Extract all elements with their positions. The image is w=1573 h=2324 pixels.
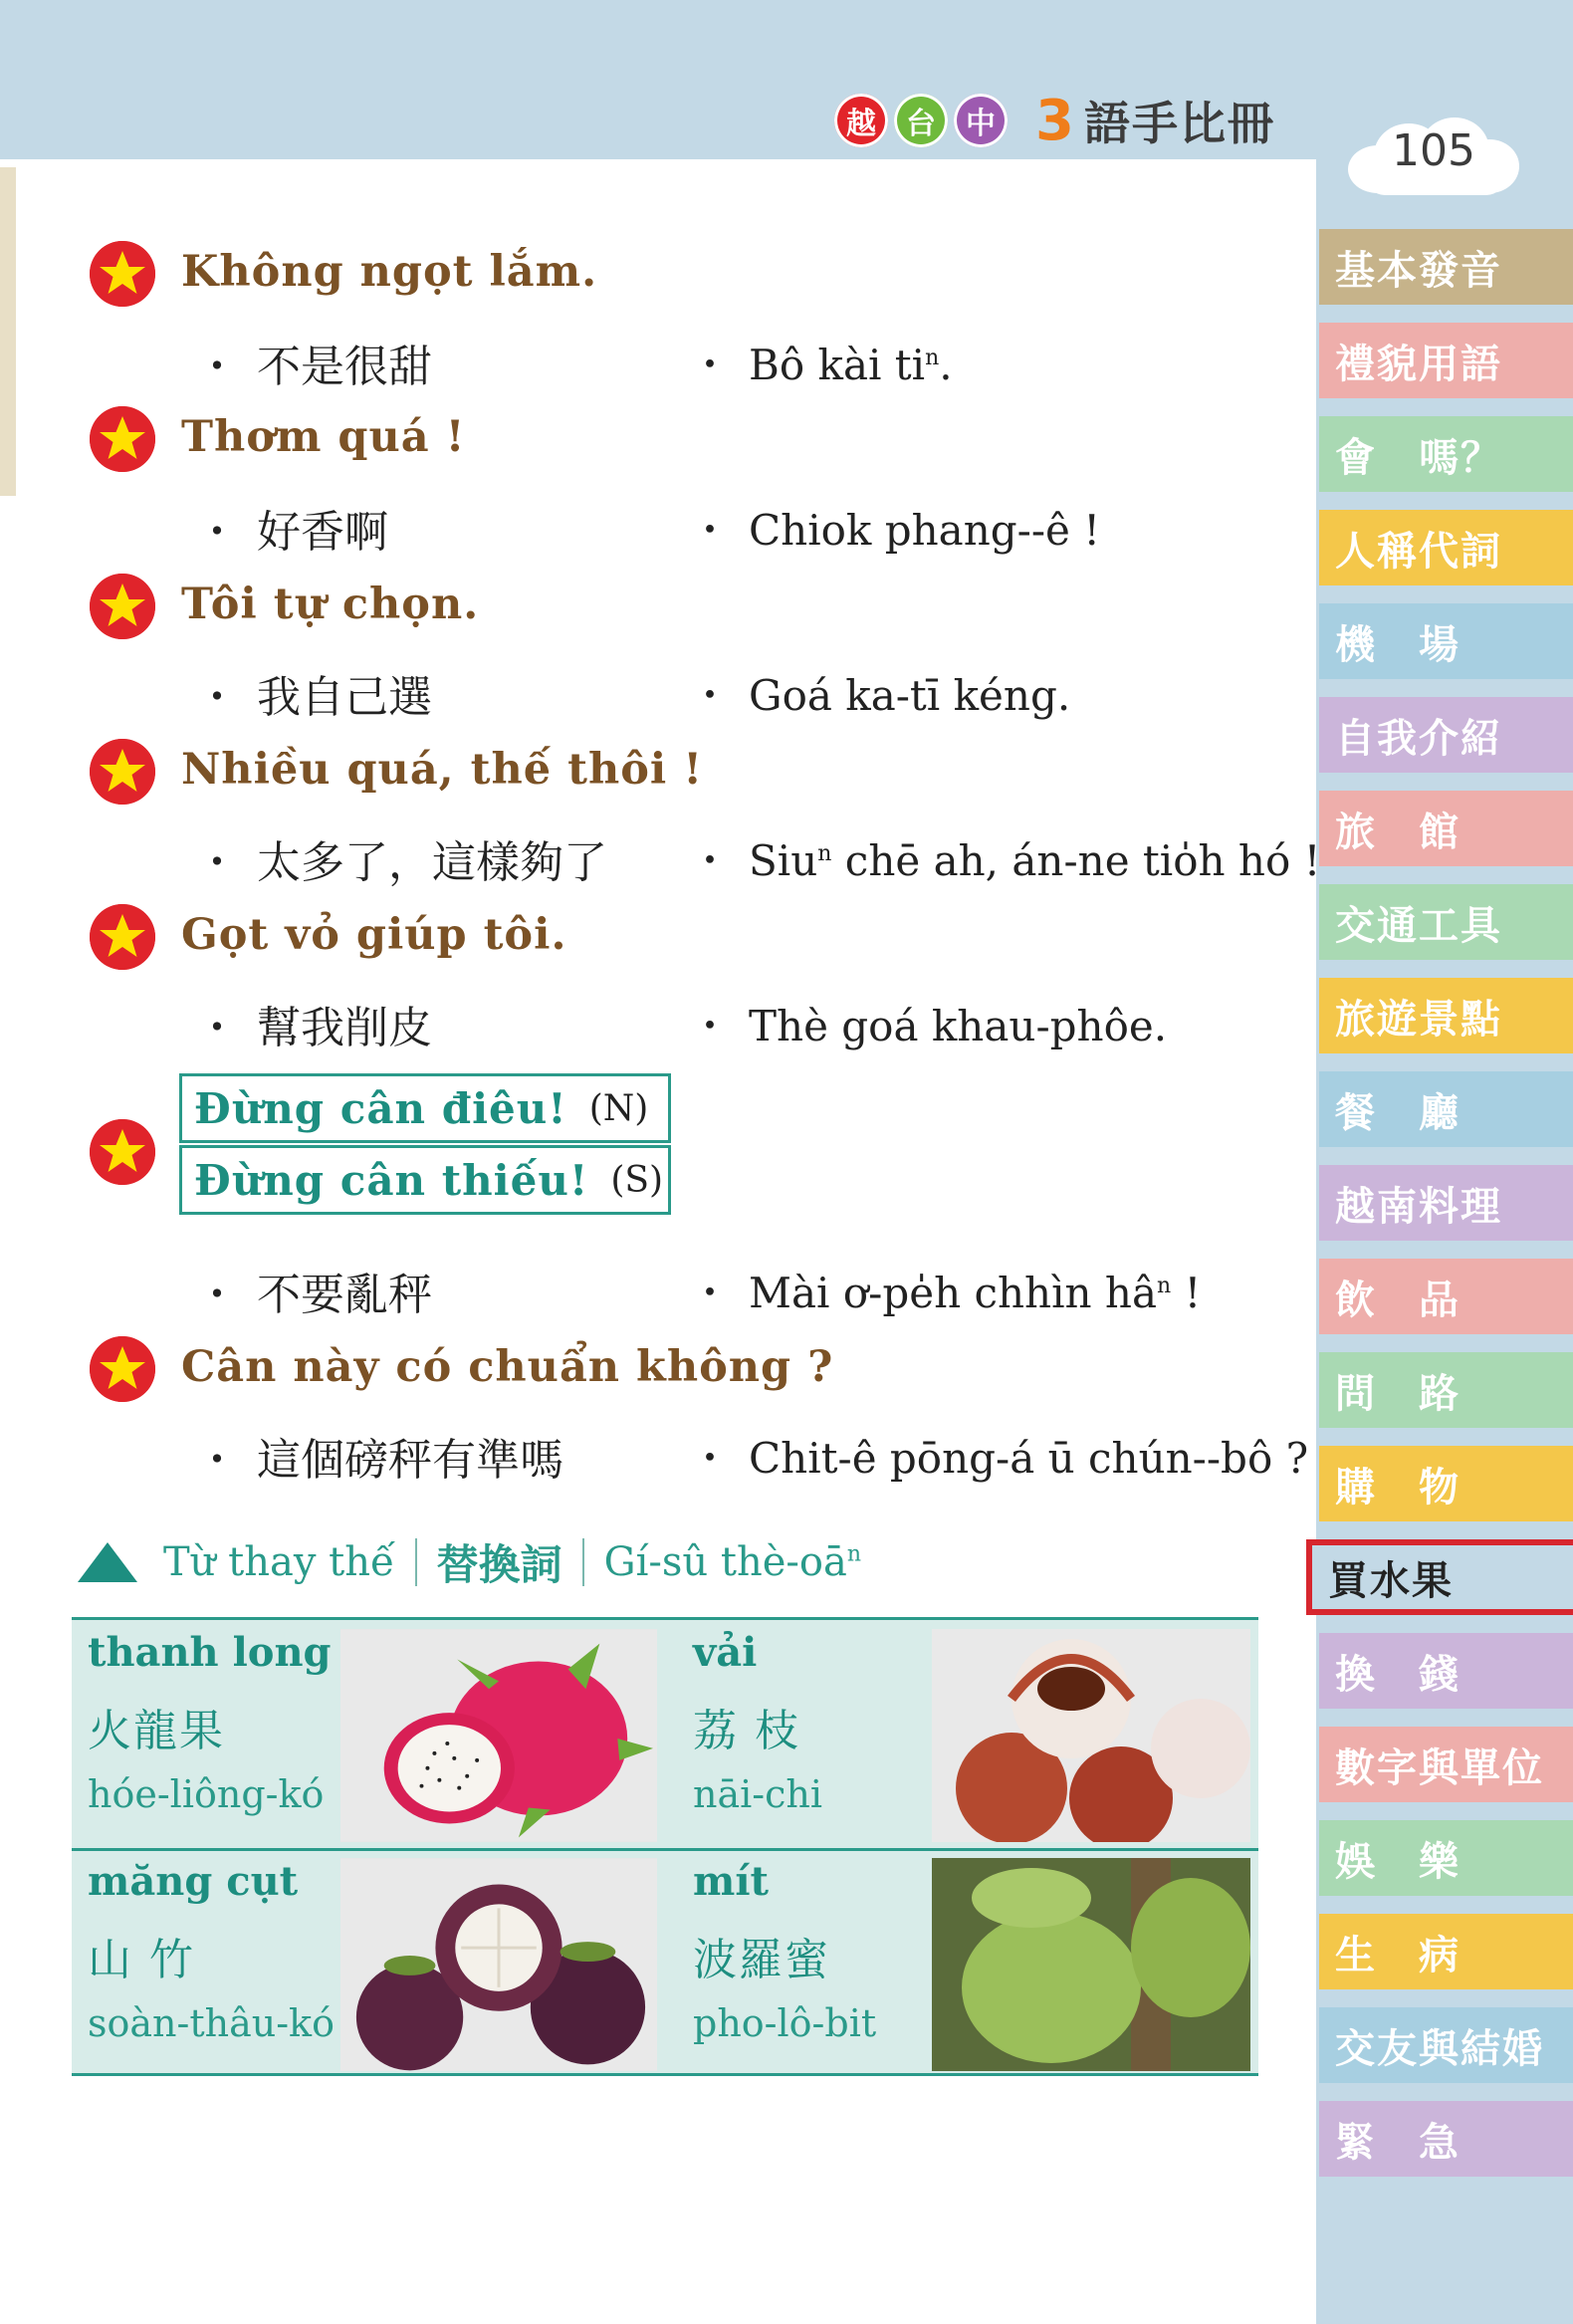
phrase-6-vi-box-1 xyxy=(179,1073,671,1143)
phrase-4-tw xyxy=(689,828,1320,888)
phrase-3-zh xyxy=(195,661,432,725)
tab-9[interactable]: 旅遊景點 xyxy=(1319,978,1573,1053)
phrase-3-tw xyxy=(689,663,1070,723)
vocab-3-tw: soàn-thâu-kó xyxy=(88,2001,335,2045)
substitution-tw: Gí-sû thè-$oā^n$ xyxy=(603,1539,862,1585)
vocab-2-tw: nāi-chi xyxy=(693,1772,823,1816)
phrase-tw-after: . xyxy=(939,341,953,389)
phrase-tw-text: Thè goá khau-phôe. xyxy=(749,1002,1168,1050)
phrase-6-tw xyxy=(689,1261,1201,1320)
bullet: ・ xyxy=(195,342,239,392)
bullet: ・ xyxy=(195,672,239,723)
jackfruit-image xyxy=(932,1858,1250,2071)
vocab-1-vi: thanh long xyxy=(88,1629,332,1676)
star-icon xyxy=(90,1119,155,1185)
phrase-tw-text: Chit-ê pōng-á ū chún--bô ? xyxy=(749,1434,1309,1483)
dragon-fruit-image xyxy=(340,1629,657,1842)
bullet: ・ xyxy=(195,837,239,888)
vocab-3-vi: măng cụt xyxy=(88,1858,299,1905)
tab-4[interactable]: 人稱代詞 xyxy=(1319,510,1573,585)
phrase-2-vi: Thơm quá ! xyxy=(181,412,466,462)
vocab-1-tw: hóe-liông-kó xyxy=(88,1772,325,1816)
bullet: ・ xyxy=(689,341,732,389)
phrase-tw-text: Goá ka-tī kéng. xyxy=(749,671,1071,720)
phrase-4-zh xyxy=(195,826,607,890)
vocab-1-zh: 火龍果 xyxy=(88,1706,225,1756)
brand-circle-vietnam: 越 xyxy=(834,94,888,147)
phrase-zh-text: 太多了，這樣夠了 xyxy=(257,837,607,888)
phrase-tw-text: Mài ơ-pe̍h chhìn hâ xyxy=(749,1269,1158,1317)
phrase-3-vi: Tôi tự chọn. xyxy=(181,580,480,629)
bullet: ・ xyxy=(689,1434,732,1483)
phrase-zh-text: 這個磅秤有準嗎 xyxy=(257,1435,563,1486)
bullet: ・ xyxy=(195,1270,239,1320)
tab-10[interactable]: 餐 廳 xyxy=(1319,1071,1573,1147)
tab-3[interactable]: 會 嗎？ xyxy=(1319,416,1573,492)
vocab-4-tw: pho-lô-bit xyxy=(693,2001,877,2045)
phrase-5-zh xyxy=(195,992,432,1055)
star-icon xyxy=(90,739,155,805)
phrase-7-tw xyxy=(689,1426,1308,1486)
star-icon xyxy=(90,406,155,472)
tab-7[interactable]: 旅 館 xyxy=(1319,791,1573,866)
vocab-2-vi: vải xyxy=(693,1629,758,1676)
tab-11[interactable]: 越南料理 xyxy=(1319,1165,1573,1241)
phrase-tw-sup: n xyxy=(925,346,940,370)
phrase-tw-sup: n xyxy=(817,841,832,866)
tab-20[interactable]: 交友與結婚 xyxy=(1319,2007,1573,2083)
vocab-2-zh: 荔 枝 xyxy=(693,1706,800,1756)
header-band xyxy=(0,0,1573,159)
star-icon xyxy=(90,904,155,970)
bullet: ・ xyxy=(689,506,732,555)
vocab-4-vi: mít xyxy=(693,1858,769,1905)
book-title-text: 語手比冊 xyxy=(1083,97,1275,150)
phrase-4-vi: Nhiều quá, thế thôi ! xyxy=(181,745,704,795)
table-rule-middle xyxy=(72,1848,1258,1851)
star-icon xyxy=(90,574,155,639)
brand-circle-chinese: 中 xyxy=(954,94,1008,147)
tab-18[interactable]: 娛 樂 xyxy=(1319,1820,1573,1896)
phrase-2-tw xyxy=(689,498,1100,558)
phrase-zh-text: 不要亂秤 xyxy=(257,1270,432,1320)
tab-16[interactable]: 換 錢 xyxy=(1319,1633,1573,1709)
phrase-vi: Đừng cân thiếu! xyxy=(194,1155,589,1205)
phrase-7-zh xyxy=(195,1424,563,1488)
tab-8[interactable]: 交通工具 xyxy=(1319,884,1573,960)
substitution-zh: 替換詞 xyxy=(436,1540,562,1589)
bullet: ・ xyxy=(689,1269,732,1317)
tab-6[interactable]: 自我介紹 xyxy=(1319,697,1573,773)
bullet: ・ xyxy=(195,507,239,558)
phrase-tw-after: ! xyxy=(1171,1269,1202,1317)
book-number: 3 xyxy=(1035,89,1076,153)
lychee-image xyxy=(932,1629,1250,1842)
phrase-tw-text: Siu xyxy=(749,836,818,885)
substitution-vi: Từ thay thế xyxy=(163,1539,395,1585)
divider xyxy=(415,1538,417,1586)
bullet: ・ xyxy=(195,1003,239,1053)
divider xyxy=(582,1538,584,1586)
bullet: ・ xyxy=(689,671,732,720)
phrase-5-tw xyxy=(689,994,1167,1053)
triangle-icon xyxy=(78,1542,137,1582)
page-number: 105 xyxy=(1392,125,1475,176)
tab-5[interactable]: 機 場 xyxy=(1319,603,1573,679)
book-title xyxy=(1035,88,1275,153)
bullet: ・ xyxy=(195,1435,239,1486)
phrase-zh-text: 我自己選 xyxy=(257,672,432,723)
region-tag: (N) xyxy=(588,1087,649,1129)
tab-12[interactable]: 飲 品 xyxy=(1319,1259,1573,1334)
bullet: ・ xyxy=(689,1002,732,1050)
tab-14[interactable]: 購 物 xyxy=(1319,1446,1573,1521)
table-rule-bottom xyxy=(72,2073,1258,2076)
region-tag: (S) xyxy=(610,1159,664,1201)
vocab-4-zh: 波羅蜜 xyxy=(693,1935,830,1985)
tab-2[interactable]: 禮貌用語 xyxy=(1319,323,1573,398)
phrase-tw-after: chē ah, án-ne tio̍h hó ! xyxy=(831,836,1321,885)
tab-17[interactable]: 數字與單位 xyxy=(1319,1727,1573,1802)
phrase-6-vi-box-2 xyxy=(179,1145,671,1215)
left-margin-bar xyxy=(0,167,16,496)
substitution-header xyxy=(78,1527,861,1597)
mangosteen-image xyxy=(340,1858,657,2071)
phrase-zh-text: 幫我削皮 xyxy=(257,1003,432,1053)
vocab-3-zh: 山 竹 xyxy=(88,1935,195,1985)
phrase-5-vi: Gọt vỏ giúp tôi. xyxy=(181,910,567,960)
table-rule-top xyxy=(72,1617,1258,1620)
phrase-zh-text: 不是很甜 xyxy=(257,342,432,392)
phrase-7-vi: Cân này có chuẩn không ? xyxy=(181,1342,834,1392)
star-icon xyxy=(90,1336,155,1402)
tab-13[interactable]: 問 路 xyxy=(1319,1352,1573,1428)
phrase-tw-text: Chiok phang--ê ! xyxy=(749,506,1101,555)
phrase-tw-text: Bô kài ti xyxy=(749,341,926,389)
tab-15[interactable]: 買水果 xyxy=(1306,1539,1573,1615)
phrase-1-vi: Không ngọt lắm. xyxy=(181,247,598,297)
phrase-zh-text: 好香啊 xyxy=(257,507,388,558)
brand-circle-taiwan: 台 xyxy=(894,94,948,147)
phrase-1-zh xyxy=(195,331,432,394)
phrase-6-zh xyxy=(195,1259,432,1322)
tab-1[interactable]: 基本發音 xyxy=(1319,229,1573,305)
phrase-2-zh xyxy=(195,496,388,560)
book-brand xyxy=(834,88,1275,153)
phrase-vi: Đừng cân điêu! xyxy=(194,1083,567,1133)
star-icon xyxy=(90,241,155,307)
tab-21[interactable]: 緊 急 xyxy=(1319,2101,1573,2177)
phrase-tw-sup: n xyxy=(1157,1274,1172,1298)
bullet: ・ xyxy=(689,836,732,885)
phrase-1-tw xyxy=(689,333,953,392)
tab-19[interactable]: 生 病 xyxy=(1319,1914,1573,1989)
